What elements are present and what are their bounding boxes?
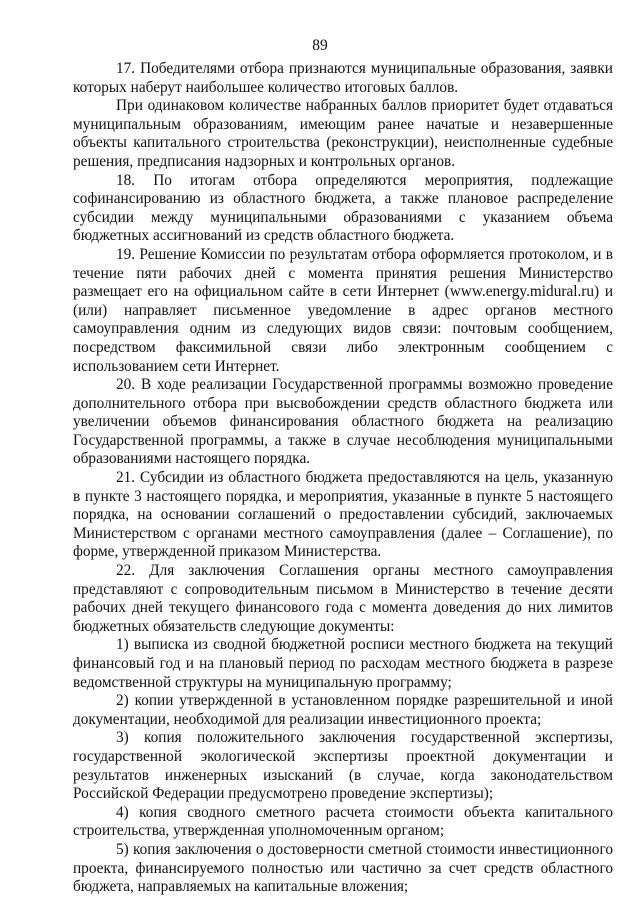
paragraph: 17. Победителями отбора признаются муниципальные образования, заявки которых наберут наибольшее количество итоговых баллов. — [73, 60, 613, 96]
paragraph: 20. В ходе реализации Государственной программы возможно проведение дополнительного отбора при высвобождении средств областного бюджета или увеличении объемов финансирования областного бюджета на реализацию Государственной программы, а также в случае несоблюдения муниципальными образованиями настоящего порядка. — [73, 376, 613, 468]
list-item: 1) выписка из сводной бюджетной росписи местного бюджета на текущий финансовый год и на плановый период по расходам местного бюджета в разрезе ведомственной структуры на муниципальную программу; — [73, 636, 613, 691]
paragraph: При одинаковом количестве набранных баллов приоритет будет отдаваться муниципальным образованиям, имеющим ранее начатые и незавершенные объекты капитального строительства (реконструкции), неисполненные судебные решения, предписания надзорных и контрольных органов. — [73, 97, 613, 170]
page-number: 89 — [312, 37, 328, 54]
document-body — [73, 60, 613, 897]
list-item: 2) копии утвержденной в установленном порядке разрешительной и иной документации, необходимой для реализации инвестиционного проекта; — [73, 692, 613, 728]
list-item: 4) копия сводного сметного расчета стоимости объекта капитального строительства, утвержденная уполномоченным органом; — [73, 803, 613, 840]
paragraph: 22. Для заключения Соглашения органы местного самоуправления представляют с сопроводительным письмом в Министерство в течение десяти рабочих дней текущего финансового года с момента доведения до них лимитов бюджетных обязательств следующие документы: — [73, 562, 613, 635]
paragraph: 21. Субсидии из областного бюджета предоставляются на цель, указанную в пункте 3 настоящего порядка, и мероприятия, указанные в пункте 5 настоящего порядка, на основании соглашений о предоставлении субсидий, заключаемых Министерством с органами местного самоуправления (далее – Соглашение), по форме, утвержденной приказом Министерства. — [73, 469, 613, 561]
paragraph: 19. Решение Комиссии по результатам отбора оформляется протоколом, и в течение пяти рабочих дней с момента принятия решения Министерство размещает его на официальном сайте в сети Интернет (www.energy.midural.ru) и (или) направляет письменное уведомление в адрес органов местного самоуправления одним из следующих видов связи: почтовым сообщением, посредством факсимильной связи либо электронным сообщением с использованием сети Интернет. — [73, 245, 613, 375]
list-item: 5) копия заключения о достоверности сметной стоимости инвестиционного проекта, финансируемого полностью или частично за счет средств областного бюджета, направляемых на капитальные вложения; — [73, 840, 613, 896]
list-item: 3) копия положительного заключения государственной экспертизы, государственной экологической экспертизы проектной документации и результатов инженерных изысканий (в случае, когда законодательством Российской Федерации предусмотрено проведение экспертизы); — [73, 729, 613, 803]
paragraph: 18. По итогам отбора определяются мероприятия, подлежащие софинансированию из областного бюджета, а также плановое распределение субсидии между муниципальными образованиями с указанием объема бюджетных ассигнований из средств областного бюджета. — [73, 171, 613, 245]
